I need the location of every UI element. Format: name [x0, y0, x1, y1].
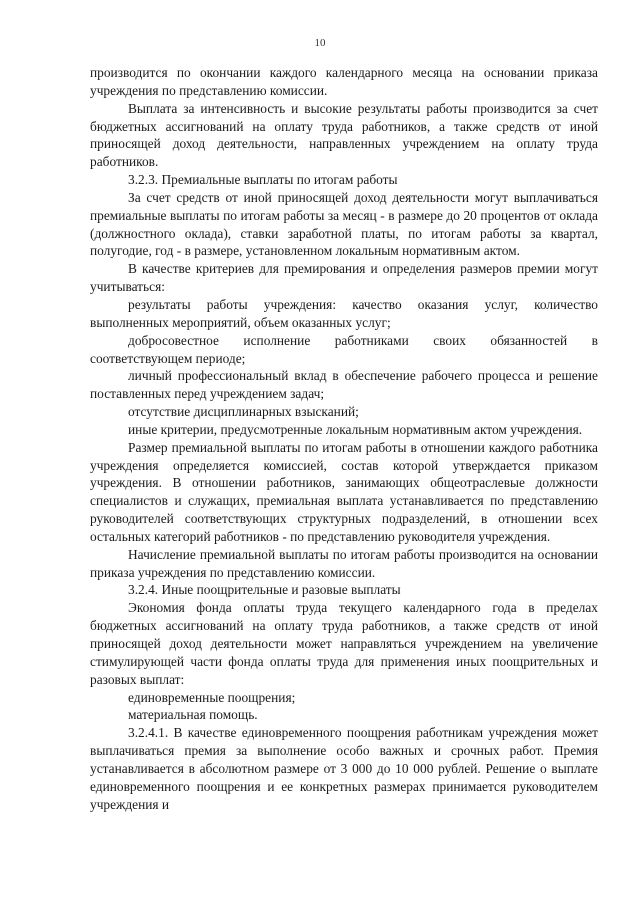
paragraph: Размер премиальной выплаты по итогам работы в отношении каждого работника учреждения определяется комиссией, состав которой утверждается приказом учреждения. В отношении работников, занимающих общеотраслевые должности специалистов и служащих, премиальная выплата устанавливается по представлению руководителей соответствующих структурных подразделений, в отношении всех остальных категорий работников - по представлению руководителя учреждения. — [90, 439, 598, 544]
paragraph: производится по окончании каждого календарного месяца на основании приказа учреждения по представлению комиссии. — [90, 65, 598, 98]
paragraph: иные критерии, предусмотренные локальным нормативным актом учреждения. — [128, 421, 583, 437]
paragraph: результаты работы учреждения: качество оказания услуг, количество выполненных мероприятий, объем оказанных услуг; — [90, 296, 598, 330]
paragraph: В качестве критериев для премирования и определения размеров премии могут учитываться: — [90, 261, 598, 295]
paragraph: отсутствие дисциплинарных взысканий; — [128, 404, 359, 420]
paragraph: материальная помощь. — [128, 707, 258, 723]
paragraph: За счет средств от иной приносящей доход деятельности могут выплачиваться премиальные выплаты по итогам работы за месяц - в размере до 20 процентов от оклада (должностного оклада), ставки заработной платы, по итогам работы за квартал, полугодие, год - в размере, установленном локальным нормативным актом. — [90, 189, 598, 259]
document-body — [90, 64, 598, 813]
paragraph: 3.2.4. Иные поощрительные и разовые выплаты — [128, 582, 401, 598]
paragraph: Выплата за интенсивность и высокие результаты работы производится за счет бюджетных ассигнований на оплату труда работников, а также средств от иной приносящей доход деятельности, направленных учреждением на оплату труда работников. — [90, 100, 598, 170]
paragraph: Начисление премиальной выплаты по итогам работы производится на основании приказа учреждения по представлению комиссии. — [90, 546, 598, 580]
paragraph: личный профессиональный вклад в обеспечение рабочего процесса и решение поставленных перед учреждением задач; — [90, 368, 598, 402]
page-number: 10 — [314, 37, 326, 49]
paragraph: 3.2.4.1. В качестве единовременного поощрения работникам учреждения может выплачиваться премия за выполнение особо важных и срочных работ. Премия устанавливается в абсолютном размере от 3 000 до 10 000 рублей. Решение о выплате единовременного поощрения и ее конкретных размерах принимается руководителем учреждения и — [90, 725, 598, 812]
paragraph: 3.2.3. Премиальные выплаты по итогам работы — [128, 172, 398, 188]
paragraph: единовременные поощрения; — [128, 689, 296, 705]
paragraph: Экономия фонда оплаты труда текущего календарного года в пределах бюджетных ассигнований на оплату труда работников, а также средств от иной приносящей доход деятельности может направляться учреждением на увеличение стимулирующей части фонда оплаты труда для применения иных поощрительных и разовых выплат: — [90, 600, 598, 687]
paragraph: добросовестное исполнение работниками своих обязанностей в соответствующем периоде; — [90, 332, 598, 366]
